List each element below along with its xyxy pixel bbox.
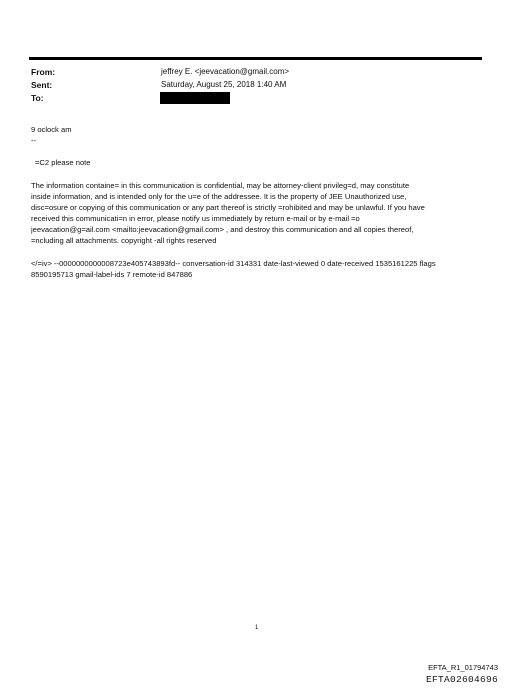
bates-number-primary: EFTA_R1_01794743 (428, 663, 498, 672)
metadata-line: </=iv> --0000000000008723e405743893fd-- conversation-id 314331 date-last-viewed 0 date-received 1535161225 flags (31, 259, 436, 268)
disclaimer-line: disc=osure or copying of this communication or any part thereof is strictly =rohibited and may be unlawful. If you have (31, 203, 425, 212)
from-label: From: (31, 67, 56, 77)
bates-number-secondary: EFTA02604696 (425, 674, 498, 685)
header-rule (29, 57, 482, 60)
redaction-box (160, 92, 230, 104)
to-label: To: (31, 93, 44, 103)
from-value: jeffrey E. <jeevacation@gmail.com> (161, 67, 290, 76)
body-line-1: 9 oclock am (31, 125, 72, 134)
disclaimer-line: jeevacation@g=ail.com <mailto:jeevacation@gmail.com> , and destroy this communication and all copies thereof, (31, 225, 414, 234)
sent-label: Sent: (31, 80, 53, 90)
disclaimer-line: inside information, and is intended only for the u=e of the addressee. It is the property of JEE Unauthorized use, (31, 192, 407, 201)
metadata-line: 8590195713 gmail-label-ids 7 remote-id 847886 (31, 270, 193, 279)
disclaimer-line: =ncluding all attachments. copyright -all rights reserved (31, 236, 217, 245)
page-number: 1 (255, 625, 259, 631)
body-line-3: =C2 please note (35, 158, 91, 167)
body-line-2: -- (31, 136, 37, 145)
disclaimer-line: The information containe= in this communication is confidential, may be attorney-client privileg=d, may constitute (31, 181, 410, 190)
sent-value: Saturday, August 25, 2018 1:40 AM (161, 80, 287, 89)
disclaimer-line: received this communicati=n in error, please notify us immediately by return e-mail or by e-mail =o (31, 214, 360, 223)
